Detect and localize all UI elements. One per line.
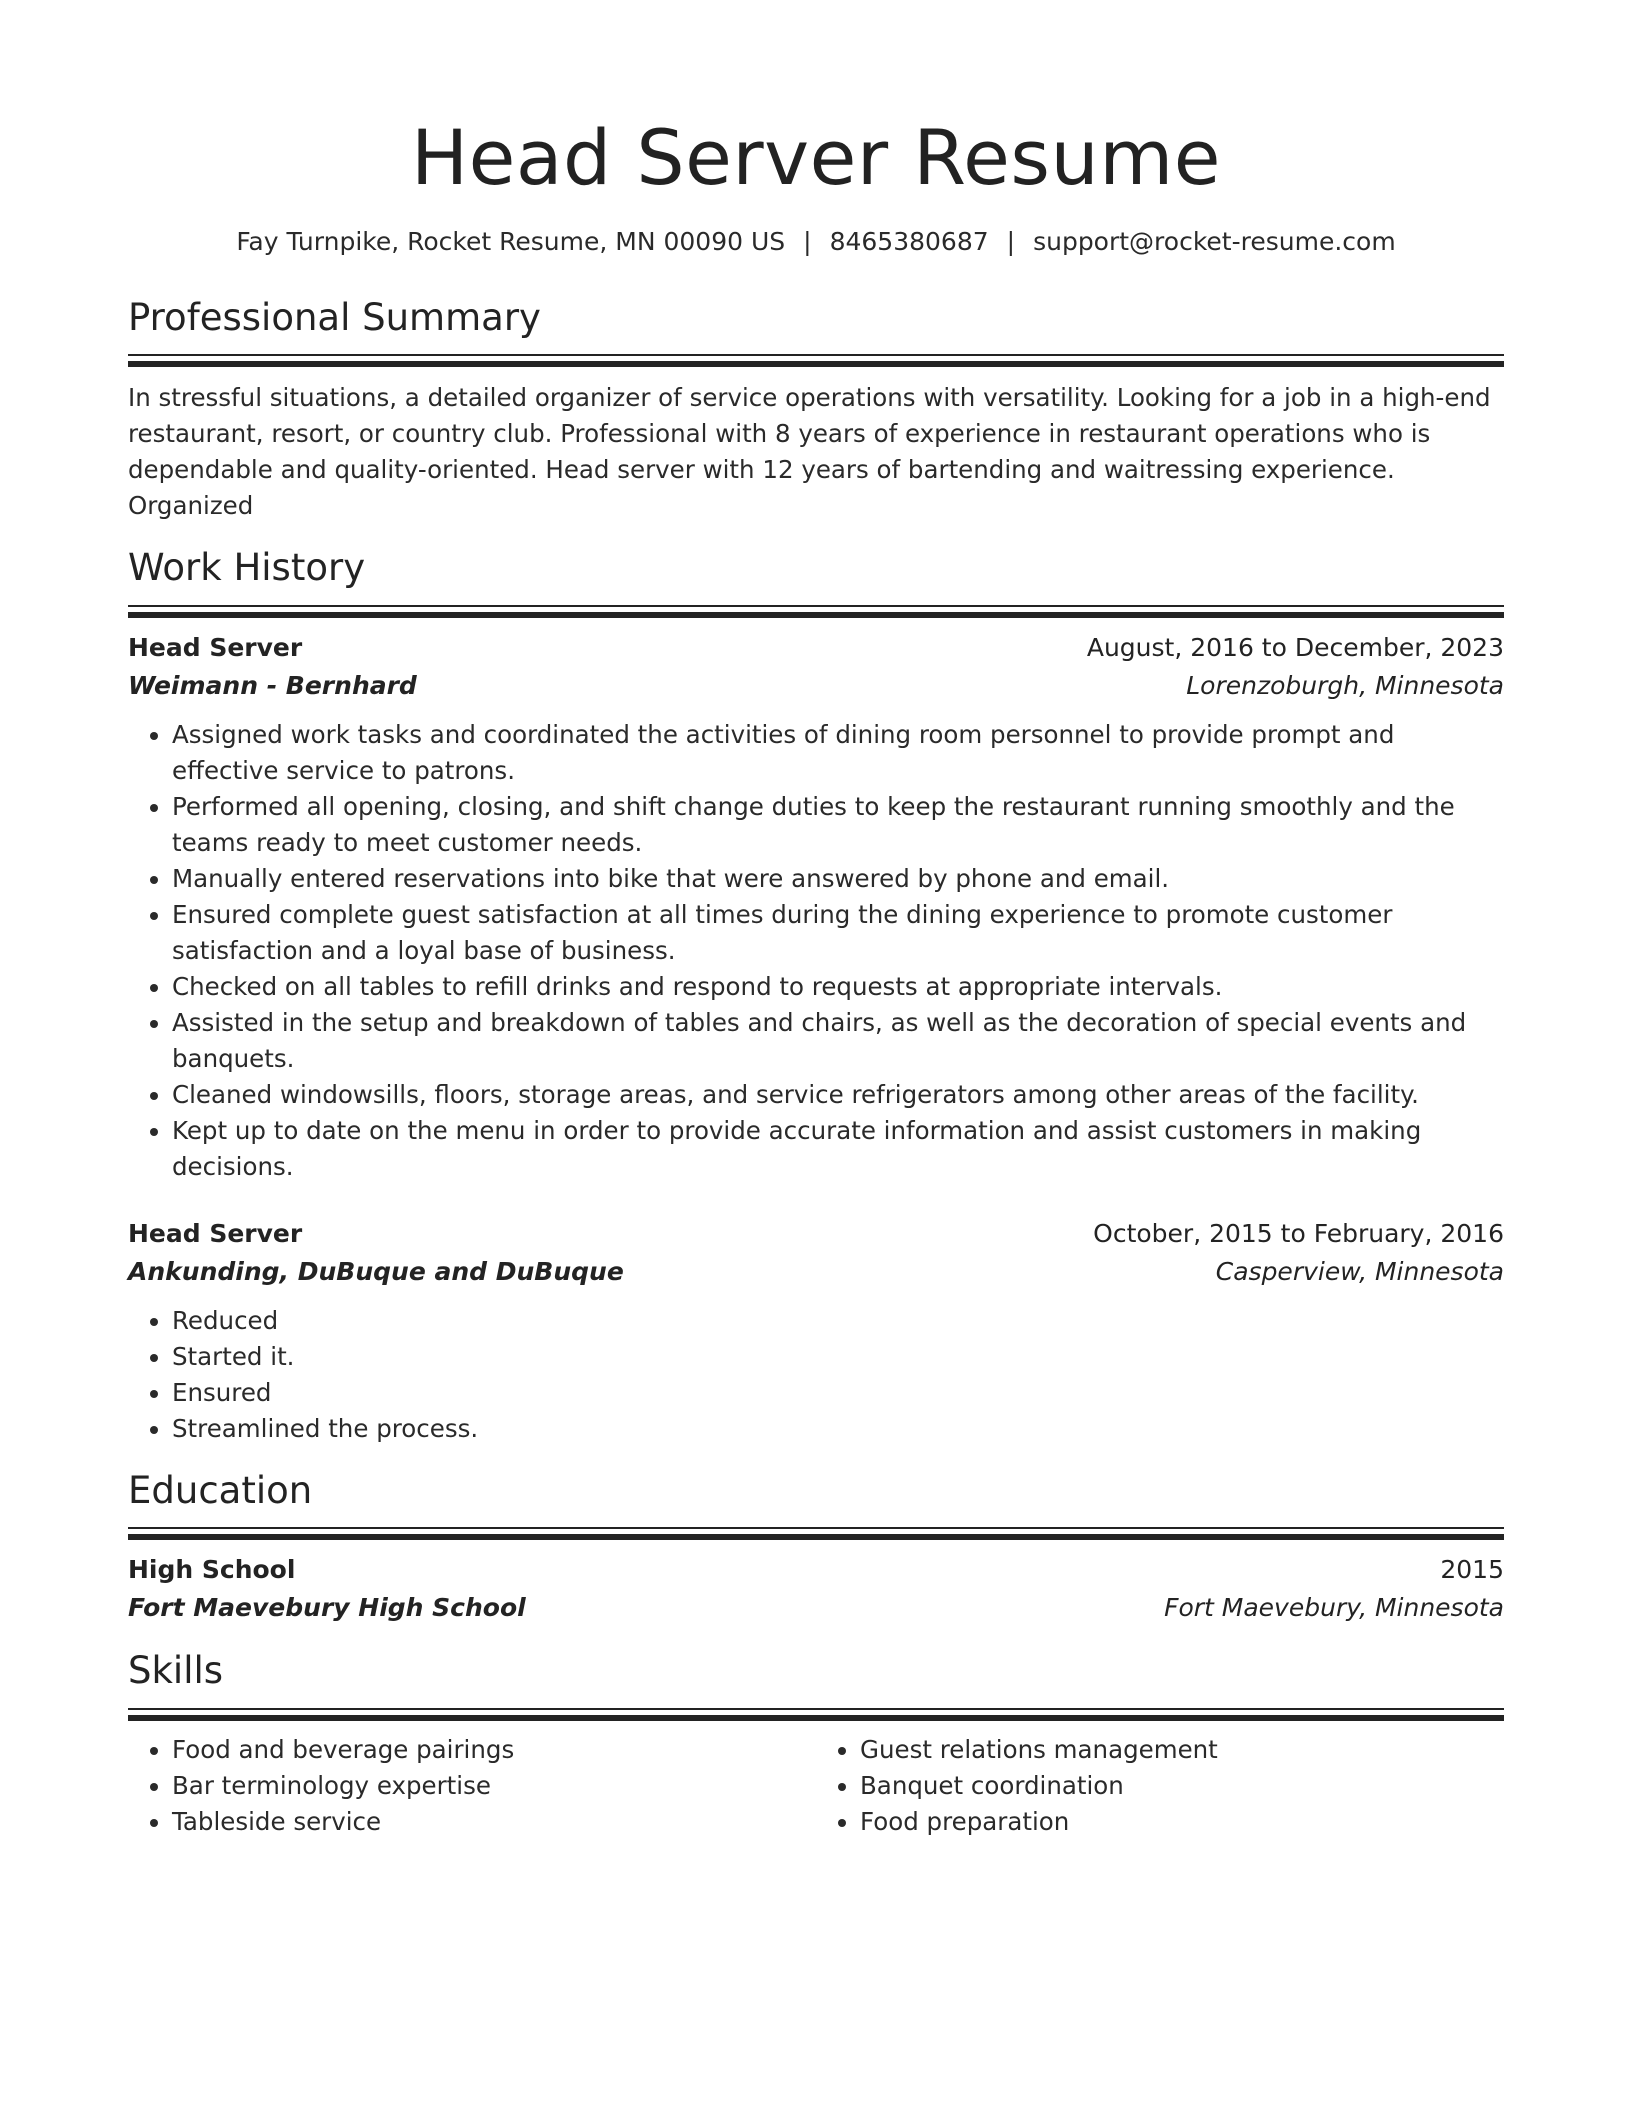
list-item: • Manually entered reservations into bike that were answered by phone and email. [172, 861, 1504, 897]
contact-separator: | [803, 227, 812, 256]
list-item: • Assigned work tasks and coordinated the activities of dining room personnel to provide prompt and effective service to patrons. [172, 717, 1504, 789]
job-company-row [128, 667, 1504, 705]
summary-section [128, 296, 1504, 524]
list-item: • Started it. [172, 1339, 1504, 1375]
job-entry [128, 1215, 1504, 1447]
job-company: Ankunding, DuBuque and DuBuque [128, 1256, 624, 1286]
section-heading-summary: Professional Summary [128, 296, 541, 339]
list-item: • Assisted in the setup and breakdown of tables and chairs, as well as the decoration of special events and banquets. [172, 1005, 1504, 1077]
list-item: • Ensured complete guest satisfaction at all times during the dining experience to promote customer satisfaction and a loyal base of business. [172, 897, 1504, 969]
education-section [128, 1469, 1504, 1627]
section-divider [128, 354, 1504, 364]
contact-phone: 8465380687 [829, 227, 989, 256]
contact-address: Fay Turnpike, Rocket Resume, MN 00090 US [236, 227, 786, 256]
skill-item: • Guest relations management [860, 1732, 1504, 1768]
list-item: • Kept up to date on the menu in order to provide accurate information and assist customers in making decisions. [172, 1113, 1504, 1185]
skills-column-right [816, 1732, 1504, 1840]
section-divider [128, 605, 1504, 615]
section-divider [128, 1527, 1504, 1537]
job-dates: August, 2016 to December, 2023 [1086, 632, 1504, 662]
education-school-row [128, 1589, 1504, 1627]
job-location: Lorenzoburgh, Minnesota [1186, 670, 1504, 700]
summary-text: In stressful situations, a detailed organizer of service operations with versatility. Looking for a job in a high-end restaurant, resort, or country club. Professional with 8 years of experience in restaurant operations who is dependable and quality-oriented. Head server with 12 years of bartending and waitressing experience. Organized [128, 383, 1491, 521]
job-header-row [128, 629, 1504, 667]
education-year: 2015 [1440, 1555, 1504, 1585]
list-item: • Ensured [172, 1375, 1504, 1411]
job-company-row [128, 1253, 1504, 1291]
job-title: Head Server [128, 1218, 303, 1248]
list-item: • Cleaned windowsills, floors, storage areas, and service refrigerators among other areas of the facility. [172, 1077, 1504, 1113]
list-item: • Streamlined the process. [172, 1411, 1504, 1447]
skills-grid [128, 1732, 1504, 1840]
job-header-row [128, 1215, 1504, 1253]
list-item: • Performed all opening, closing, and shift change duties to keep the restaurant running smoothly and the teams ready to meet customer needs. [172, 789, 1504, 861]
skill-item: • Banquet coordination [860, 1768, 1504, 1804]
contact-email: support@rocket-resume.com [1033, 227, 1396, 256]
list-item: • Reduced [172, 1303, 1504, 1339]
job-bullets [128, 717, 1504, 1185]
section-divider [128, 1708, 1504, 1718]
contact-separator: | [1006, 227, 1016, 256]
job-bullets [128, 1303, 1504, 1447]
list-item: • Checked on all tables to refill drinks and respond to requests at appropriate intervals. [172, 969, 1504, 1005]
education-degree: High School [128, 1555, 296, 1585]
skills-column-left [128, 1732, 816, 1840]
job-company: Weimann - Bernhard [128, 670, 417, 700]
skill-item: • Food preparation [860, 1804, 1504, 1840]
skill-item: • Tableside service [172, 1804, 816, 1840]
skill-item: • Food and beverage pairings [172, 1732, 816, 1768]
section-heading-work-history: Work History [128, 546, 366, 590]
skills-section [128, 1649, 1504, 1839]
job-dates: October, 2015 to February, 2016 [1093, 1218, 1504, 1248]
education-location: Fort Maevebury, Minnesota [1164, 1593, 1504, 1623]
job-entry [128, 629, 1504, 1185]
job-location: Casperview, Minnesota [1215, 1256, 1504, 1286]
work-history-section [128, 546, 1504, 1446]
page-title: Head Server Resume [411, 113, 1221, 202]
education-header-row [128, 1551, 1504, 1589]
skill-item: • Bar terminology expertise [172, 1768, 816, 1804]
section-heading-education: Education [128, 1468, 313, 1512]
contact-line [128, 227, 1504, 256]
education-entry [128, 1551, 1504, 1627]
job-title: Head Server [128, 632, 303, 662]
section-heading-skills: Skills [128, 1649, 224, 1693]
education-school: Fort Maevebury High School [128, 1593, 526, 1623]
